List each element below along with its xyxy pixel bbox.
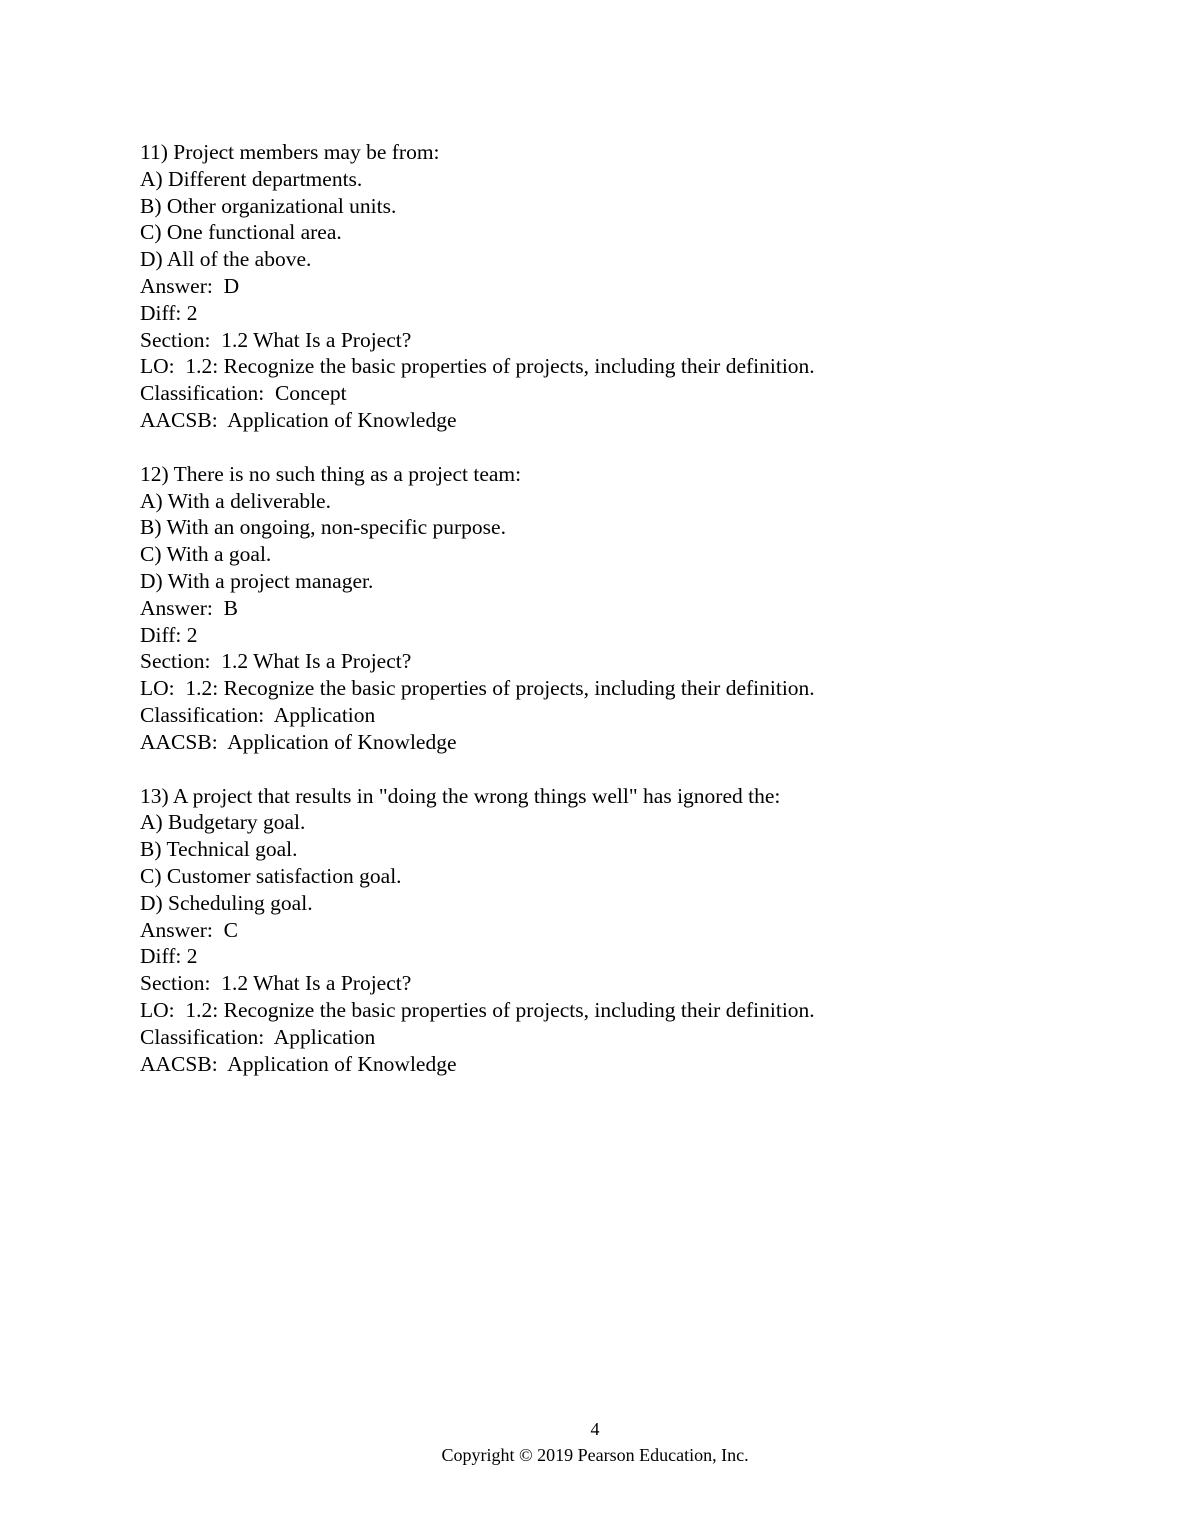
copyright-notice: Copyright © 2019 Pearson Education, Inc. (441, 1445, 749, 1465)
option-d: D) Scheduling goal. (140, 890, 313, 915)
option-d: D) All of the above. (140, 247, 312, 272)
aacsb: AACSB: Application of Knowledge (140, 1051, 457, 1076)
option-b: B) Technical goal. (140, 837, 298, 862)
classification: Classification: Application (140, 702, 376, 727)
section: Section: 1.2 What Is a Project? (140, 327, 412, 352)
question-stem: 11) Project members may be from: (140, 140, 440, 164)
section: Section: 1.2 What Is a Project? (140, 971, 412, 996)
classification: Classification: Concept (140, 381, 347, 406)
classification: Classification: Application (140, 1024, 376, 1049)
question-stem: 12) There is no such thing as a project team: (140, 461, 522, 486)
difficulty: Diff: 2 (140, 944, 198, 969)
question-list (140, 139, 1100, 1104)
learning-objective: LO: 1.2: Recognize the basic properties of projects, including their definition. (140, 354, 815, 379)
difficulty: Diff: 2 (140, 622, 198, 647)
page-number: 4 (590, 1419, 600, 1439)
difficulty: Diff: 2 (140, 300, 198, 325)
option-c: C) One functional area. (140, 220, 342, 245)
option-c: C) With a goal. (140, 542, 272, 567)
learning-objective: LO: 1.2: Recognize the basic properties of projects, including their definition. (140, 997, 815, 1022)
question-11 (140, 139, 1100, 434)
aacsb: AACSB: Application of Knowledge (140, 407, 457, 432)
option-d: D) With a project manager. (140, 568, 374, 593)
question-stem: 13) A project that results in "doing the wrong things well" has ignored the: (140, 783, 781, 808)
option-b: B) With an ongoing, non-specific purpose. (140, 515, 506, 540)
question-13 (140, 783, 1100, 1078)
aacsb: AACSB: Application of Knowledge (140, 729, 457, 754)
question-12 (140, 461, 1100, 756)
option-b: B) Other organizational units. (140, 193, 397, 218)
option-a: A) With a deliverable. (140, 488, 331, 513)
option-a: A) Budgetary goal. (140, 810, 306, 835)
section: Section: 1.2 What Is a Project? (140, 649, 412, 674)
learning-objective: LO: 1.2: Recognize the basic properties of projects, including their definition. (140, 676, 815, 701)
answer: Answer: C (140, 917, 238, 942)
page-footer (0, 1416, 1190, 1468)
answer: Answer: D (140, 273, 240, 298)
option-c: C) Customer satisfaction goal. (140, 863, 402, 888)
answer: Answer: B (140, 595, 238, 620)
option-a: A) Different departments. (140, 166, 363, 191)
